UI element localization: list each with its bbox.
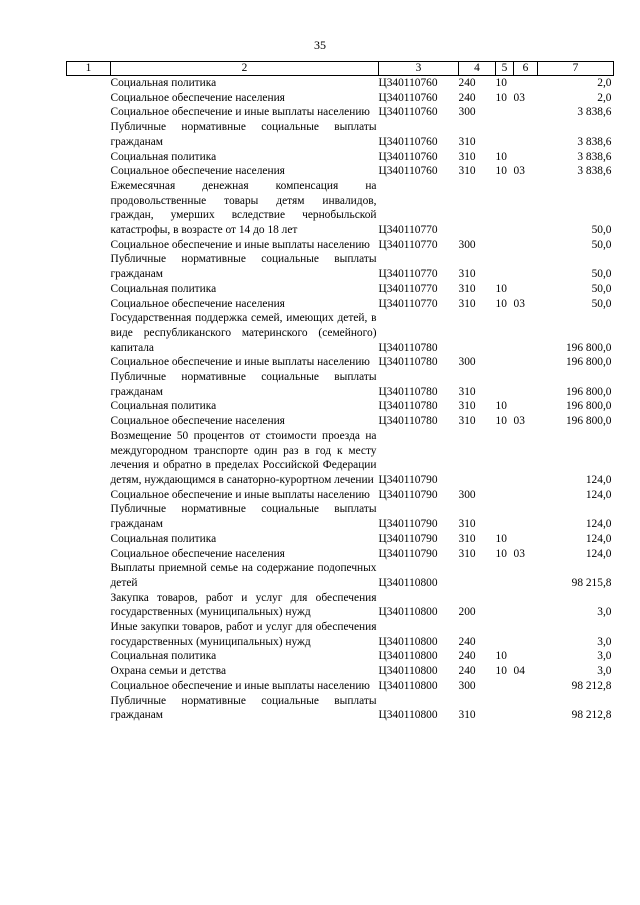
row-name: Социальное обеспечение населения: [110, 91, 285, 104]
row-name: Охрана семьи и детства: [110, 665, 226, 678]
row-sum: 124,0: [585, 547, 612, 560]
table-row: [67, 414, 614, 429]
row-code: Ц340110770: [378, 268, 438, 281]
row-name: Социальная политика: [110, 77, 217, 89]
row-sum: 196 800,0: [565, 400, 612, 413]
row-code: Ц340110780: [378, 385, 438, 398]
row-code: Ц340110780: [378, 400, 438, 413]
row-rz: 10: [495, 91, 507, 104]
row-vr: 310: [458, 532, 476, 545]
row-name: Социальное обеспечение населения: [110, 165, 285, 178]
table-row: [67, 179, 614, 238]
table-row: [67, 399, 614, 414]
table-row: [67, 150, 614, 165]
row-vr: 300: [458, 488, 476, 501]
row-vr: 240: [458, 77, 476, 89]
row-sum: 50,0: [591, 268, 612, 281]
row-pr: [514, 399, 538, 414]
row-index-cell: [67, 620, 111, 649]
row-pr: [514, 238, 538, 253]
row-pr: 04: [513, 665, 525, 678]
row-pr: [514, 649, 538, 664]
row-sum: 196 800,0: [565, 341, 612, 354]
row-code: Ц340110760: [378, 135, 438, 148]
row-rz: [496, 120, 514, 149]
row-sum: 3 838,6: [577, 165, 612, 178]
row-sum: 98 212,8: [571, 709, 612, 722]
table-row: [67, 164, 614, 179]
row-code: Ц340110770: [378, 282, 438, 295]
row-pr: [514, 252, 538, 281]
row-vr: [459, 561, 496, 590]
row-rz: 10: [495, 415, 507, 428]
row-index-cell: [67, 664, 111, 679]
row-rz: 10: [495, 297, 507, 310]
row-sum: 3 838,6: [577, 135, 612, 148]
row-vr: [459, 429, 496, 488]
row-index-cell: [67, 282, 111, 297]
row-code: Ц340110790: [378, 547, 438, 560]
row-pr: [514, 76, 538, 91]
row-name: Социальное обеспечение и иные выплаты населению: [110, 106, 370, 119]
row-rz: 10: [495, 165, 507, 178]
row-vr: 310: [458, 518, 476, 531]
row-index-cell: [67, 502, 111, 531]
row-name: Социальная политика: [110, 532, 217, 545]
row-vr: 240: [458, 650, 476, 663]
table-row: [67, 370, 614, 399]
row-rz: [496, 488, 514, 503]
row-name: Иные закупки товаров, работ и услуг для обеспечения государственных (муниципальных) нужд: [110, 621, 377, 648]
header-col-6: 6: [514, 62, 538, 76]
row-index-cell: [67, 105, 111, 120]
row-index-cell: [67, 679, 111, 694]
row-code: Ц340110760: [378, 91, 438, 104]
row-vr: 310: [458, 165, 476, 178]
row-sum: 3 838,6: [577, 106, 612, 119]
row-name: Социальная политика: [110, 400, 217, 413]
row-pr: [514, 355, 538, 370]
row-pr: [514, 105, 538, 120]
row-index-cell: [67, 399, 111, 414]
row-code: Ц340110780: [378, 341, 438, 354]
row-sum: 98 212,8: [571, 679, 612, 692]
row-rz: [496, 355, 514, 370]
row-vr: [459, 179, 496, 238]
row-sum: 3,0: [597, 650, 612, 663]
row-index-cell: [67, 76, 111, 91]
row-code: Ц340110760: [378, 77, 438, 89]
page-number: 35: [314, 38, 326, 52]
table-row: [67, 679, 614, 694]
table-row: [67, 561, 614, 590]
row-index-cell: [67, 429, 111, 488]
row-rz: 10: [495, 665, 507, 678]
row-index-cell: [67, 532, 111, 547]
table-row: [67, 297, 614, 312]
row-pr: 03: [513, 415, 525, 428]
table-row: [67, 91, 614, 106]
row-sum: 3,0: [597, 606, 612, 619]
row-pr: [514, 679, 538, 694]
row-pr: [514, 488, 538, 503]
row-vr: 310: [458, 150, 476, 163]
row-sum: 50,0: [591, 282, 612, 295]
row-code: Ц340110760: [378, 106, 438, 119]
row-index-cell: [67, 591, 111, 620]
row-rz: [496, 679, 514, 694]
row-code: Ц340110760: [378, 165, 438, 178]
row-sum: 50,0: [591, 224, 612, 237]
row-vr: 310: [458, 547, 476, 560]
row-name: Социальная политика: [110, 650, 217, 663]
row-code: Ц340110790: [378, 488, 438, 501]
row-vr: 310: [458, 297, 476, 310]
row-name: Закупка товаров, работ и услуг для обеспечения государственных (муниципальных) нужд: [110, 591, 377, 619]
row-rz: [496, 105, 514, 120]
table-body: [67, 76, 614, 723]
row-index-cell: [67, 311, 111, 355]
row-sum: 196 800,0: [565, 415, 612, 428]
row-code: Ц340110780: [378, 415, 438, 428]
row-index-cell: [67, 164, 111, 179]
row-sum: 3,0: [597, 635, 612, 648]
row-sum: 196 800,0: [565, 356, 612, 369]
table-row: [67, 620, 614, 649]
row-pr: [514, 282, 538, 297]
row-sum: 2,0: [597, 91, 612, 104]
row-name: Выплаты приемной семье на содержание подопечных детей: [110, 562, 377, 589]
row-code: Ц340110800: [378, 635, 438, 648]
row-index-cell: [67, 252, 111, 281]
row-rz: [496, 502, 514, 531]
row-code: Ц340110800: [378, 650, 438, 663]
row-rz: [496, 238, 514, 253]
row-name: Социальное обеспечение населения: [110, 415, 285, 428]
row-vr: 310: [458, 385, 476, 398]
row-index-cell: [67, 547, 111, 562]
table-row: [67, 355, 614, 370]
row-rz: 10: [495, 150, 507, 163]
row-vr: 300: [458, 679, 476, 692]
row-pr: [514, 532, 538, 547]
row-pr: 03: [513, 91, 525, 104]
row-rz: [496, 252, 514, 281]
row-name: Социальное обеспечение и иные выплаты населению: [110, 238, 370, 251]
row-sum: 2,0: [597, 77, 612, 89]
row-sum: 3,0: [597, 665, 612, 678]
table-row: [67, 311, 614, 355]
row-vr: 310: [458, 709, 476, 722]
row-index-cell: [67, 238, 111, 253]
row-code: Ц340110800: [378, 665, 438, 678]
row-rz: [496, 620, 514, 649]
row-vr: 200: [458, 606, 476, 619]
row-name: Ежемесячная денежная компенсация на продовольственные товары детям инвалидов, граждан, умерших вследствие чернобыльской катастрофы, в возрасте от 14 до 18 лет: [110, 179, 377, 237]
row-index-cell: [67, 355, 111, 370]
table-row: [67, 238, 614, 253]
row-sum: 124,0: [585, 532, 612, 545]
row-index-cell: [67, 561, 111, 590]
row-code: Ц340110800: [378, 576, 438, 589]
header-col-4: 4: [459, 62, 496, 76]
row-code: Ц340110790: [378, 532, 438, 545]
row-vr: 240: [458, 665, 476, 678]
row-index-cell: [67, 150, 111, 165]
row-code: Ц340110780: [378, 356, 438, 369]
row-rz: [496, 561, 514, 590]
row-vr: 300: [458, 356, 476, 369]
table-row: [67, 532, 614, 547]
row-code: Ц340110770: [378, 297, 438, 310]
row-pr: 03: [513, 297, 525, 310]
row-code: Ц340110800: [378, 679, 438, 692]
row-code: Ц340110770: [378, 224, 438, 237]
header-col-1: 1: [67, 62, 111, 76]
row-rz: 10: [495, 547, 507, 560]
row-rz: [496, 429, 514, 488]
row-sum: 50,0: [591, 238, 612, 251]
row-name: Государственная поддержка семей, имеющих детей, в виде республиканского материнского (семейного) капитала: [110, 312, 377, 354]
row-vr: 310: [458, 135, 476, 148]
table-row: [67, 76, 614, 91]
row-index-cell: [67, 488, 111, 503]
row-rz: 10: [495, 650, 507, 663]
row-index-cell: [67, 297, 111, 312]
row-sum: 3 838,6: [577, 150, 612, 163]
row-code: Ц340110770: [378, 238, 438, 251]
row-index-cell: [67, 179, 111, 238]
table-row: [67, 105, 614, 120]
row-index-cell: [67, 414, 111, 429]
row-code: Ц340110800: [378, 606, 438, 619]
row-code: Ц340110790: [378, 518, 438, 531]
row-pr: [514, 620, 538, 649]
row-index-cell: [67, 649, 111, 664]
row-index-cell: [67, 91, 111, 106]
row-code: Ц340110800: [378, 709, 438, 722]
row-pr: [514, 694, 538, 723]
row-sum: 124,0: [585, 473, 612, 486]
table-header: [67, 62, 614, 76]
row-pr: [514, 591, 538, 620]
row-sum: 98 215,8: [571, 576, 612, 589]
row-rz: [496, 311, 514, 355]
table-row: [67, 649, 614, 664]
row-index-cell: [67, 120, 111, 149]
row-sum: 50,0: [591, 297, 612, 310]
row-rz: 10: [495, 282, 507, 295]
row-vr: 300: [458, 238, 476, 251]
table-row: [67, 694, 614, 723]
table-row: [67, 488, 614, 503]
row-code: Ц340110790: [378, 473, 438, 486]
row-vr: 300: [458, 106, 476, 119]
row-name: Публичные нормативные социальные выплаты гражданам: [110, 694, 377, 722]
table-row: [67, 547, 614, 562]
row-rz: [496, 694, 514, 723]
table-row: [67, 591, 614, 620]
row-name: Социальное обеспечение населения: [110, 297, 285, 310]
row-vr: 240: [458, 635, 476, 648]
row-rz: [496, 179, 514, 238]
row-code: Ц340110760: [378, 150, 438, 163]
row-name: Социальная политика: [110, 150, 217, 163]
row-rz: 10: [495, 532, 507, 545]
row-name: Публичные нормативные социальные выплаты гражданам: [110, 121, 377, 148]
row-vr: 310: [458, 282, 476, 295]
row-pr: 03: [513, 165, 525, 178]
row-pr: [514, 429, 538, 488]
row-pr: [514, 179, 538, 238]
table-row: [67, 429, 614, 488]
row-name: Публичные нормативные социальные выплаты гражданам: [110, 503, 377, 531]
row-rz: 10: [495, 77, 507, 89]
row-name: Социальное обеспечение и иные выплаты населению: [110, 356, 370, 369]
row-sum: 124,0: [585, 488, 612, 501]
row-vr: 310: [458, 268, 476, 281]
row-vr: [459, 311, 496, 355]
row-name: Социальное обеспечение и иные выплаты населению: [110, 488, 370, 501]
row-pr: [514, 370, 538, 399]
table-row: [67, 252, 614, 281]
row-rz: 10: [495, 400, 507, 413]
table-row: [67, 664, 614, 679]
row-name: Публичные нормативные социальные выплаты гражданам: [110, 253, 377, 281]
row-vr: 310: [458, 415, 476, 428]
row-sum: 196 800,0: [565, 385, 612, 398]
row-rz: [496, 370, 514, 399]
row-pr: [514, 502, 538, 531]
row-vr: 310: [458, 400, 476, 413]
row-pr: [514, 150, 538, 165]
header-col-7: 7: [538, 62, 614, 76]
row-pr: [514, 311, 538, 355]
row-name: Социальное обеспечение и иные выплаты населению: [110, 679, 370, 692]
header-col-5: 5: [496, 62, 514, 76]
row-index-cell: [67, 694, 111, 723]
budget-table: [66, 61, 614, 723]
table-row: [67, 502, 614, 531]
row-name: Публичные нормативные социальные выплаты гражданам: [110, 371, 377, 398]
row-index-cell: [67, 370, 111, 399]
row-rz: [496, 591, 514, 620]
row-name: Возмещение 50 процентов от стоимости проезда на междугородном транспорте один раз в год к месту лечения и обратно в пределах Российской Федерации детям, нуждающимся в санаторно-курортном лечении: [110, 429, 377, 486]
row-pr: 03: [513, 547, 525, 560]
row-name: Социальное обеспечение населения: [110, 547, 285, 560]
row-pr: [514, 120, 538, 149]
header-col-2: 2: [111, 62, 379, 76]
row-pr: [514, 561, 538, 590]
row-sum: 124,0: [585, 518, 612, 531]
header-col-3: 3: [379, 62, 459, 76]
table-row: [67, 282, 614, 297]
row-name: Социальная политика: [110, 282, 217, 295]
row-vr: 240: [458, 91, 476, 104]
table-row: [67, 120, 614, 149]
